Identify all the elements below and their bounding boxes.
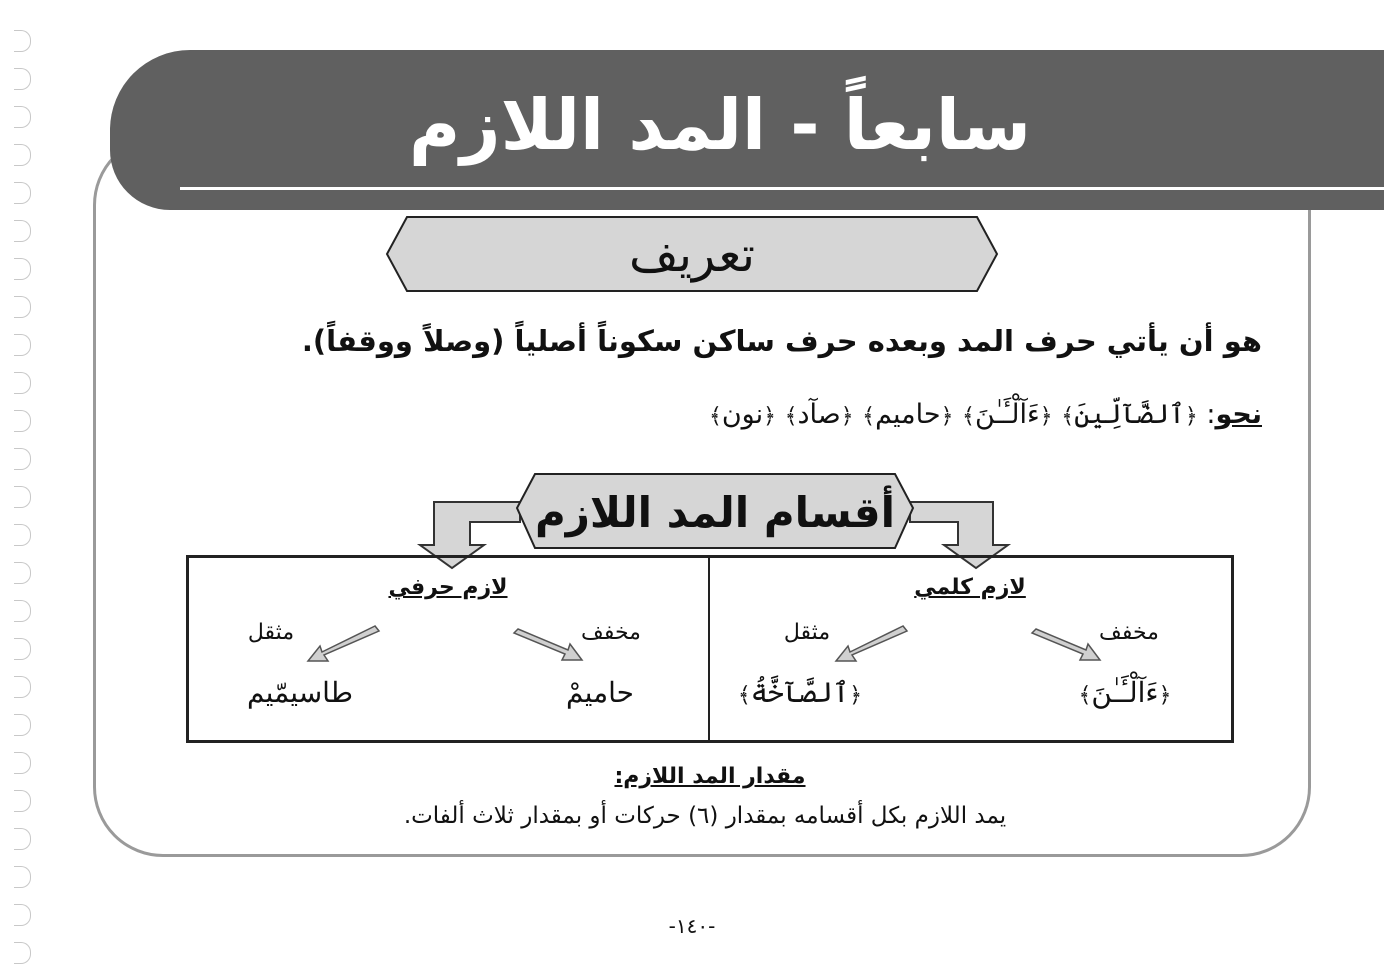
- examples-label: نحو: [1215, 399, 1262, 430]
- letter-light-label: مخفف: [581, 620, 641, 645]
- ornament-close-icon: ﴾: [962, 404, 975, 429]
- word-heavy-example: ﴿ٱلصَّآخَّةُ﴾: [737, 676, 863, 709]
- letter-light-example: حاميمْ: [566, 676, 634, 709]
- ornament-close-icon: ﴾: [1061, 404, 1075, 429]
- example-word: حاميم: [875, 399, 941, 430]
- ornament-close-icon: ﴾: [708, 404, 722, 429]
- ornament-open-icon: ﴿: [763, 404, 777, 429]
- ornament-close-icon: ﴾: [1078, 683, 1092, 708]
- example-word: ءَآلْـَٔـٰنَ: [974, 399, 1040, 430]
- word-light-example: ﴿ءَآلْـَٔـٰنَ﴾: [1078, 676, 1172, 709]
- letter-heavy-label: مثقل: [247, 620, 295, 645]
- examples-separator: :: [1206, 399, 1216, 430]
- page-title: سابعاً - المد اللازم: [408, 84, 1032, 166]
- page-number: -١٤٠-: [668, 914, 716, 938]
- ornament-open-icon: ﴿: [1158, 683, 1172, 708]
- word-type-title: لازم كلمي: [914, 575, 1026, 600]
- amount-title: مقدار المد اللازم:: [614, 764, 806, 789]
- ornament-open-icon: ﴿: [940, 404, 954, 429]
- ornament-close-icon: ﴾: [862, 404, 876, 429]
- ornament-close-icon: ﴾: [737, 683, 751, 708]
- ornament-close-icon: ﴾: [784, 404, 798, 429]
- example-word: ٱلضَّآلِّينَ: [1074, 399, 1185, 430]
- ornament-open-icon: ﴿: [849, 683, 863, 708]
- definition-text: هو أن يأتي حرف المد وبعده حرف ساكن سكوناً أصلياً (وصلاً ووقفاً).: [301, 324, 1262, 358]
- word-heavy-label: مثقل: [783, 620, 831, 645]
- ornament-open-icon: ﴿: [1184, 404, 1198, 429]
- letter-type-title: لازم حرفي: [388, 575, 508, 600]
- letter-heavy-example: طاسيمّيم: [247, 676, 353, 709]
- definition-heading: تعريف: [628, 227, 756, 283]
- example-word: نون: [721, 399, 764, 430]
- divisions-heading: أقسام المد اللازم: [534, 488, 896, 537]
- amount-text: يمد اللازم بكل أقسامه بمقدار (٦) حركات أو بمقدار ثلاث ألفات.: [403, 803, 1007, 829]
- ornament-open-icon: ﴿: [1039, 404, 1053, 429]
- example-word: صآد: [797, 399, 841, 430]
- word-light-label: مخفف: [1099, 620, 1159, 645]
- ornament-open-icon: ﴿: [840, 404, 854, 429]
